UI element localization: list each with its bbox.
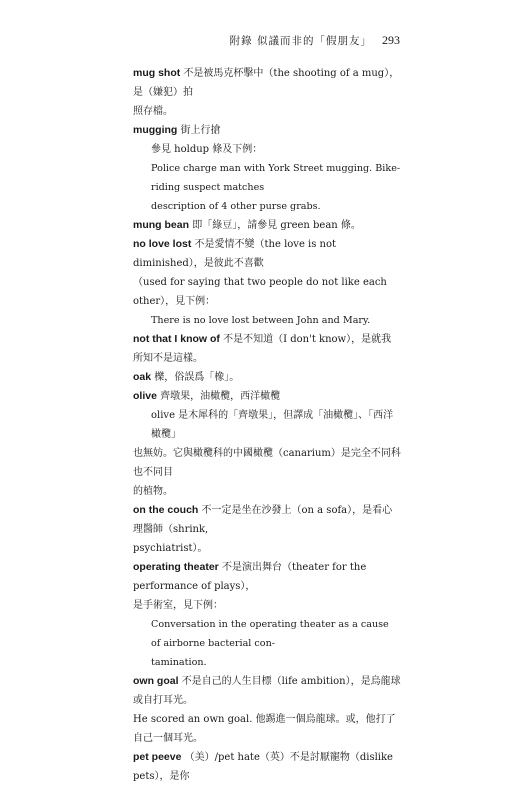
definition-line: 不是愛情不變（the love is not diminished），是彼此不喜歡: [133, 239, 337, 269]
definition-continuation: （used for saying that two people do not like each other），見下例：: [133, 277, 387, 307]
headword: oak: [133, 371, 152, 383]
headword: mug shot: [133, 67, 181, 79]
definition-line: 不是自己的人生目標（life ambition），是烏龍球或自打耳光。: [133, 676, 401, 706]
entry-mugging: [133, 121, 401, 140]
definition-line: 即「綠豆」，請參見 green bean 條。: [192, 220, 361, 231]
explanation-line: 的植物。: [133, 486, 173, 497]
page-header: [0, 33, 400, 48]
headword: no love lost: [133, 238, 192, 250]
entry-own-goal: [133, 672, 401, 710]
entry-oak: [133, 368, 401, 387]
glossary-body: [133, 64, 401, 786]
headword: not that I know of: [133, 333, 220, 345]
headword: pet peeve: [133, 751, 182, 763]
page-number: 293: [382, 33, 400, 47]
definition-line: 齊墩果，油橄欖，西洋橄欖: [160, 391, 281, 402]
explanation-line: 也無妨。它與橄欖科的中國橄欖（canarium）是完全不同科也不同目: [133, 448, 401, 478]
headword: mung bean: [133, 219, 190, 231]
entry-pet-peeve: [133, 748, 401, 786]
entry-mug-shot: [133, 64, 401, 102]
headword: on the couch: [133, 504, 199, 516]
entry-on-the-couch: [133, 501, 401, 539]
definition-line: 不是不知道（I don't know），是就我所知不是這樣。: [133, 334, 392, 364]
headword: own goal: [133, 675, 179, 687]
explanation-line: olive 是木犀科的「齊墩果」，但譯成「油橄欖」、「西洋橄欖」: [151, 410, 394, 440]
headword: operating theater: [133, 561, 219, 573]
example-line: There is no love lost between John and Mary.: [151, 315, 371, 326]
definition-line: 不是演出舞台（theater for the performance of plays），: [133, 562, 367, 592]
definition-line: 不一定是坐在沙發上（on a sofa），是看心理醫師（shrink,: [133, 505, 393, 535]
entry-not-that-i-know-of: [133, 330, 401, 368]
example-line: tamination.: [151, 657, 207, 668]
definition-line: 不是被馬克杯擊中（the shooting of a mug），是（嫌犯）拍: [133, 68, 400, 98]
entry-operating-theater: [133, 558, 401, 596]
example-line: Conversation in the operating theater as a cause of airborne bacterial con-: [151, 619, 389, 649]
example-line: description of 4 other purse grabs.: [151, 201, 321, 212]
definition-continuation: He scored an own goal. 他踢進一個烏龍球。或，他打了自己一個耳光。: [133, 714, 396, 744]
definition-continuation: 照存檔。: [133, 106, 173, 117]
cross-reference: 參見 holdup 條及下例：: [151, 144, 263, 155]
example-line: Police charge man with York Street mugging. Bike-riding suspect matches: [151, 163, 401, 193]
headword: olive: [133, 390, 157, 402]
entry-mung-bean: [133, 216, 401, 235]
definition-line: 街上行搶: [180, 125, 221, 136]
definition-continuation: 是手術室，見下例：: [133, 600, 223, 611]
running-title: 附錄 似議而非的「假朋友」: [229, 35, 372, 47]
definition-line: 櫟，俗誤爲「橡」。: [154, 372, 240, 383]
definition-line: （美）/pet hate（英）不是討厭寵物（dislike pets），是你: [133, 752, 393, 782]
definition-continuation: psychiatrist）。: [133, 543, 208, 554]
entry-olive: [133, 387, 401, 406]
entry-no-love-lost: [133, 235, 401, 273]
headword: mugging: [133, 124, 178, 136]
